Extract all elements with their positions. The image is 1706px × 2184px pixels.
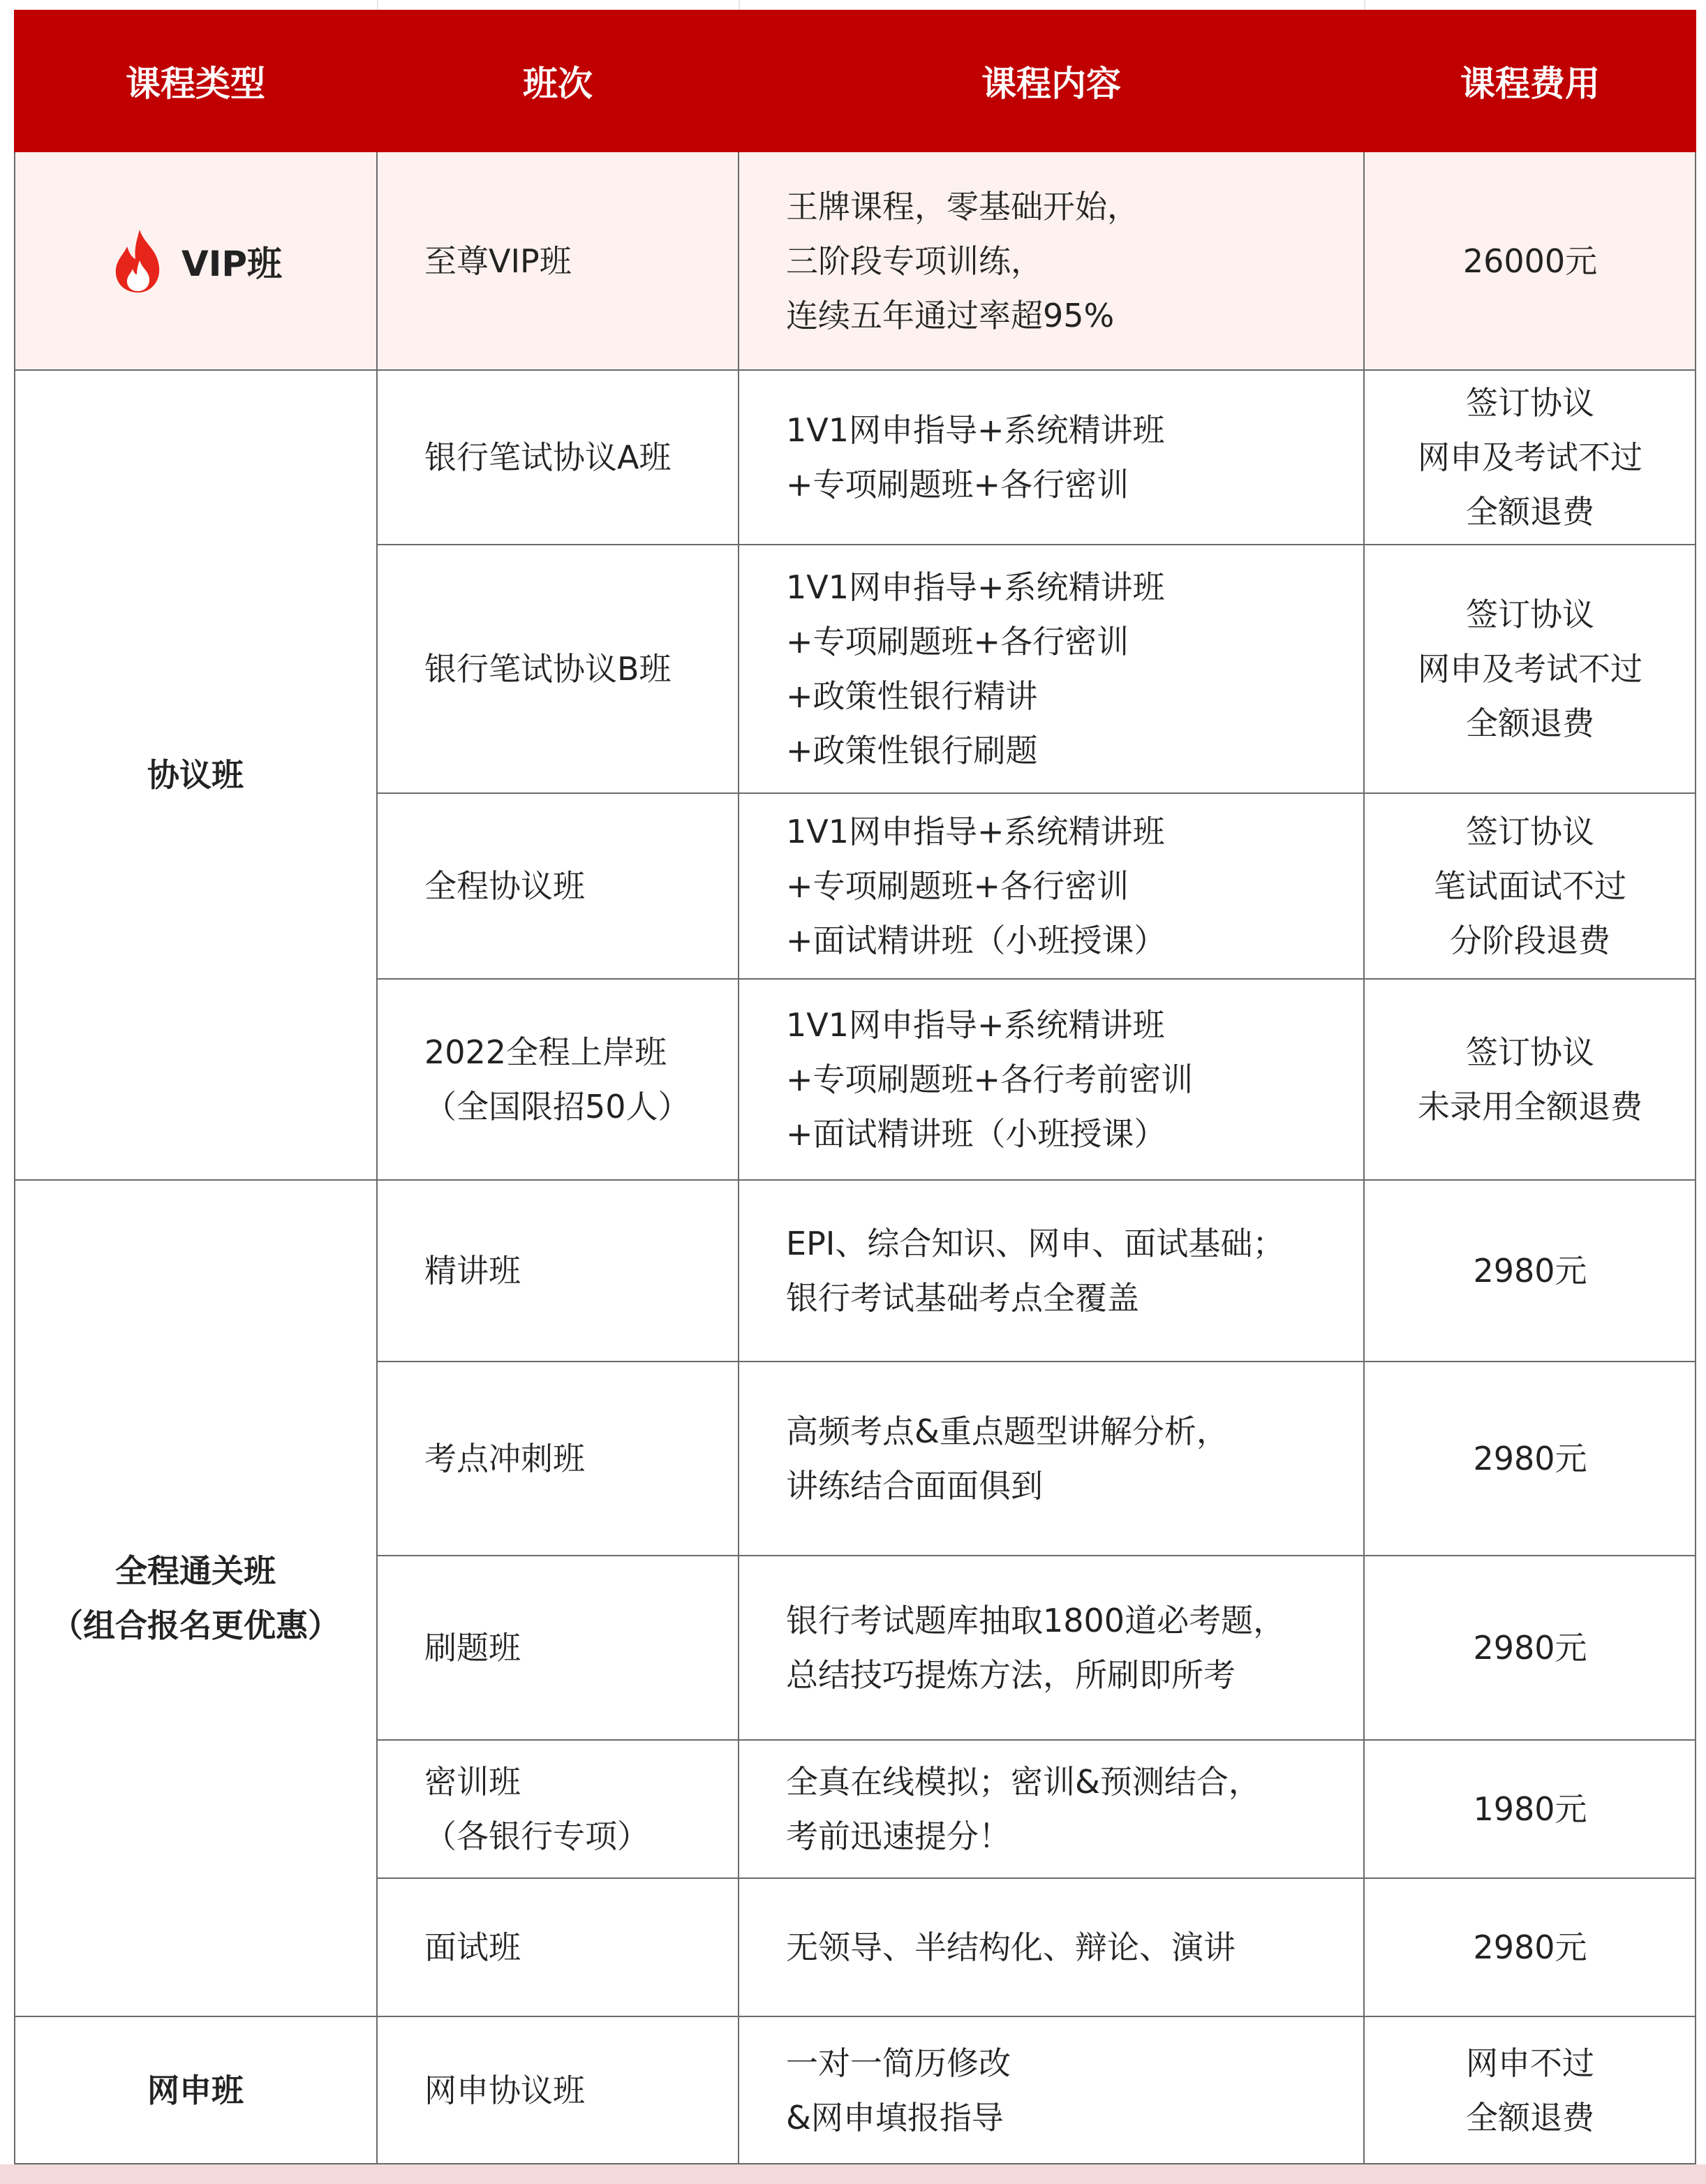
grid-tick <box>377 0 378 10</box>
row-content: 王牌课程，零基础开始， 三阶段专项训练， 连续五年通过率超95% <box>786 188 1139 334</box>
group-xieyi: 协议班 <box>147 756 244 794</box>
row-fee: 26000元 <box>1462 242 1598 280</box>
group-wangshen: 网申班 <box>147 2072 244 2109</box>
row-class-name: 刷题班 <box>424 1629 521 1667</box>
header-class: 班次 <box>377 10 739 152</box>
row-class-name: 全程协议班 <box>424 867 585 905</box>
bottom-strip <box>0 2164 1706 2184</box>
grid-line <box>14 152 15 2164</box>
row-class-name: 银行笔试协议B班 <box>424 650 672 688</box>
grid-line <box>377 1739 1696 1741</box>
flame-icon <box>109 228 169 294</box>
row-content: 银行考试题库抽取1800道必考题， 总结技巧提炼方法，所刷即所考 <box>786 1602 1286 1694</box>
row-fee: 2980元 <box>1473 1252 1587 1290</box>
grid-line <box>377 792 1696 794</box>
row-content: 高频考点&重点题型讲解分析， 讲练结合面面俱到 <box>786 1412 1229 1505</box>
group-vip-label: VIP班 <box>181 244 282 284</box>
grid-line <box>1695 152 1696 2164</box>
grid-tick <box>1364 0 1365 10</box>
row-class-name: 银行笔试协议A班 <box>424 438 672 476</box>
row-fee: 2980元 <box>1473 1629 1587 1667</box>
group-quancheng: 全程通关班 （组合报名更优惠） <box>51 1552 340 1644</box>
header-fee: 课程费用 <box>1364 10 1696 152</box>
grid-line <box>14 1179 1696 1181</box>
row-content: 一对一简历修改 &网申填报指导 <box>786 2044 1011 2137</box>
grid-line <box>1363 152 1365 2164</box>
row-fee: 签订协议 未录用全额退费 <box>1418 1033 1642 1126</box>
row-class-name: 面试班 <box>424 1928 521 1966</box>
row-content: 1V1网申指导+系统精讲班 +专项刷题班+各行考前密训 +面试精讲班（小班授课） <box>786 1006 1194 1153</box>
row-class-name: 至尊VIP班 <box>424 242 572 280</box>
row-fee: 2980元 <box>1473 1928 1587 1966</box>
row-content: 1V1网申指导+系统精讲班 +专项刷题班+各行密训 <box>786 411 1165 503</box>
grid-line <box>377 1361 1696 1362</box>
row-content: 全真在线模拟；密训&预测结合， 考前迅速提分！ <box>786 1763 1261 1855</box>
row-content: 1V1网申指导+系统精讲班 +专项刷题班+各行密训 +政策性银行精讲 +政策性银行刷题 <box>786 568 1165 769</box>
grid-line <box>377 978 1696 980</box>
row-fee: 签订协议 网申及考试不过 全额退费 <box>1418 384 1642 531</box>
grid-line <box>377 544 1696 545</box>
row-class-name: 考点冲刺班 <box>424 1440 585 1477</box>
row-fee: 1980元 <box>1473 1790 1587 1828</box>
row-content: 1V1网申指导+系统精讲班 +专项刷题班+各行密训 +面试精讲班（小班授课） <box>786 813 1166 959</box>
grid-line <box>377 1877 1696 1879</box>
row-content: 无领导、半结构化、辩论、演讲 <box>786 1928 1236 1966</box>
header-course-type: 课程类型 <box>14 10 377 152</box>
row-fee: 签订协议 笔试面试不过 分阶段退费 <box>1434 813 1626 959</box>
row-fee: 签订协议 网申及考试不过 全额退费 <box>1418 596 1642 742</box>
row-content: EPI、综合知识、网申、面试基础； 银行考试基础考点全覆盖 <box>786 1225 1285 1317</box>
row-fee: 2980元 <box>1473 1440 1587 1477</box>
row-class-name: 密训班 （各银行专项） <box>424 1763 649 1855</box>
header-content: 课程内容 <box>739 10 1364 152</box>
group-vip <box>14 152 377 370</box>
row-class-name: 网申协议班 <box>424 2072 585 2109</box>
grid-line <box>376 152 378 2164</box>
grid-line <box>377 1555 1696 1556</box>
grid-line <box>14 2016 1696 2017</box>
row-class-name: 精讲班 <box>424 1252 521 1290</box>
row-fee: 网申不过 全额退费 <box>1466 2044 1594 2137</box>
grid-line <box>14 369 1696 371</box>
grid-line <box>738 152 739 2164</box>
grid-tick <box>739 0 740 10</box>
row-class-name: 2022全程上岸班 （全国限招50人） <box>424 1033 690 1126</box>
